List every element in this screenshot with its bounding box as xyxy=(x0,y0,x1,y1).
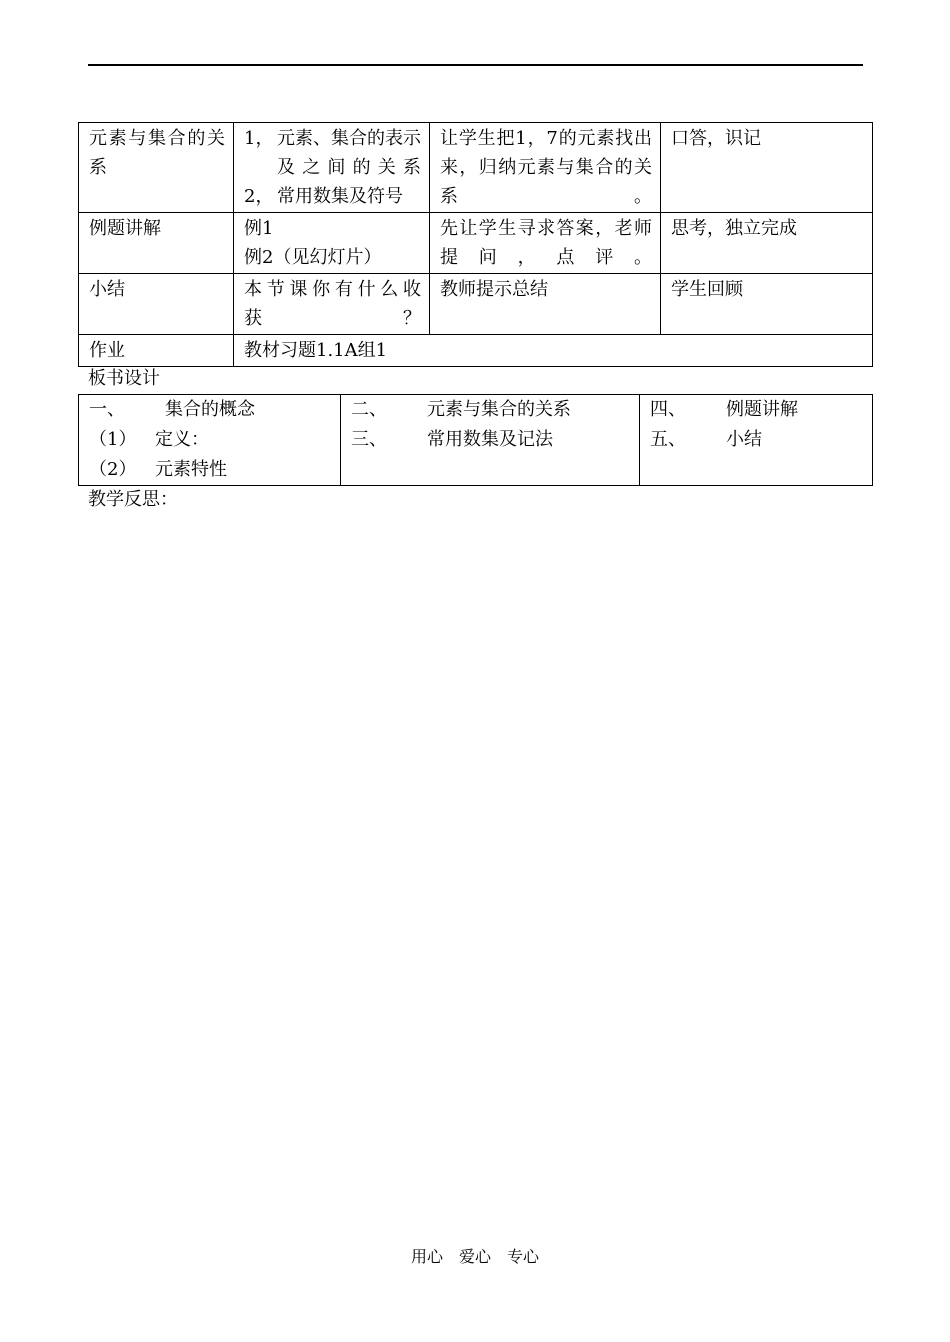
table-row xyxy=(79,335,873,367)
teacher-activity-cell: 教师提示总结 xyxy=(430,274,661,335)
content-line: 例1 xyxy=(244,218,274,239)
section-cell: 作业 xyxy=(79,335,234,367)
board-column-2 xyxy=(341,395,640,486)
lesson-plan-table xyxy=(78,122,873,367)
content-cell: 本节课你有什么收获？ xyxy=(234,274,430,335)
board-number: （1） xyxy=(89,429,137,450)
board-heading xyxy=(89,395,330,425)
board-text: 元素与集合的关系 xyxy=(427,399,571,420)
board-text: 元素特性 xyxy=(155,459,227,480)
board-number: 三、 xyxy=(351,429,387,450)
content-cell xyxy=(234,123,430,213)
board-heading xyxy=(351,395,629,425)
table-row xyxy=(79,213,873,274)
board-text: 例题讲解 xyxy=(726,399,798,420)
student-activity-cell: 思考，独立完成 xyxy=(661,213,873,274)
board-text: 常用数集及记法 xyxy=(427,429,553,450)
board-design-label: 板书设计 xyxy=(88,368,160,389)
board-item xyxy=(89,455,330,485)
student-activity-cell: 学生回顾 xyxy=(661,274,873,335)
board-number: 五、 xyxy=(650,429,686,450)
list-item xyxy=(244,182,421,211)
board-design-table xyxy=(78,394,873,486)
section-cell: 元素与集合的关系 xyxy=(79,123,234,213)
board-column-3 xyxy=(640,395,873,486)
table-row xyxy=(79,274,873,335)
list-item xyxy=(244,124,421,182)
table-row xyxy=(79,395,873,486)
board-text: 小结 xyxy=(726,429,762,450)
board-number: 四、 xyxy=(650,399,686,420)
list-text: 元素、集合的表示及之间的关系 xyxy=(277,128,421,178)
list-number: 2， xyxy=(244,186,274,207)
content-line: 例2（见幻灯片） xyxy=(244,247,382,268)
board-column-1 xyxy=(79,395,341,486)
board-number: 一、 xyxy=(89,399,125,420)
content-cell xyxy=(234,213,430,274)
teacher-activity-cell: 先让学生寻求答案，老师提问，点评。 xyxy=(430,213,661,274)
section-cell: 小结 xyxy=(79,274,234,335)
board-heading xyxy=(351,425,629,455)
board-number: （2） xyxy=(89,459,137,480)
student-activity-cell: 口答，识记 xyxy=(661,123,873,213)
board-text: 定义： xyxy=(155,429,209,450)
board-number: 二、 xyxy=(351,399,387,420)
teaching-reflection-label: 教学反思： xyxy=(88,489,178,510)
board-text: 集合的概念 xyxy=(165,399,255,420)
list-text: 常用数集及符号 xyxy=(277,186,403,207)
board-heading xyxy=(650,425,862,455)
content-cell: 教材习题1.1A组1 xyxy=(234,335,873,367)
teacher-activity-cell: 让学生把1，7的元素找出来，归纳元素与集合的关系。 xyxy=(430,123,661,213)
section-cell: 例题讲解 xyxy=(79,213,234,274)
page-footer: 用心 爱心 专心 xyxy=(410,1247,539,1266)
list-number: 1， xyxy=(244,128,274,149)
board-item xyxy=(89,425,330,455)
header-rule xyxy=(88,64,863,66)
table-row xyxy=(79,123,873,213)
board-heading xyxy=(650,395,862,425)
